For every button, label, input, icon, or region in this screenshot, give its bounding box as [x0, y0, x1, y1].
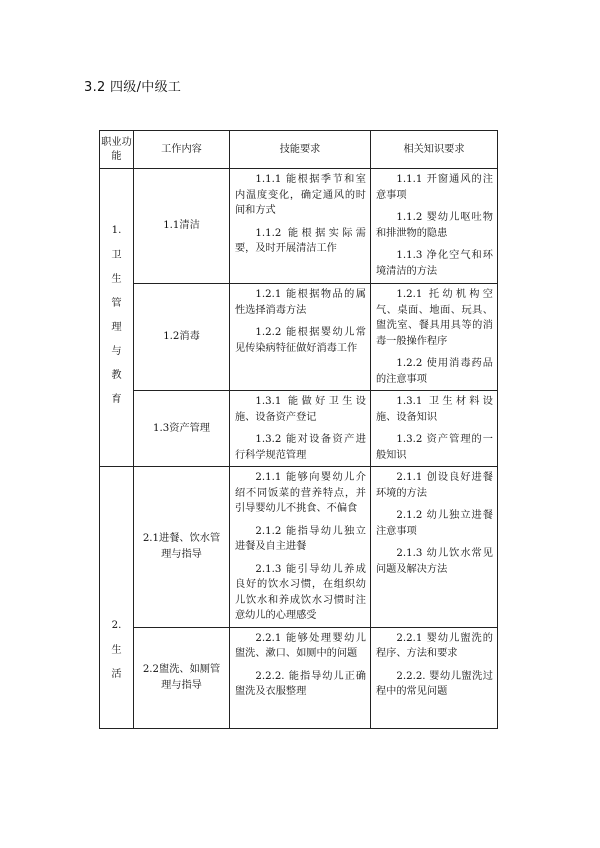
function-char: 育	[111, 394, 122, 406]
function-cell-1	[100, 169, 134, 467]
knowledge-cell	[371, 627, 498, 728]
knowledge-item: 2.2.1 婴幼儿盥洗的程序、方法和要求	[376, 632, 493, 659]
skills-cell	[230, 467, 371, 628]
knowledge-cell	[371, 391, 498, 467]
table-row	[100, 284, 498, 391]
work-content-cell: 2.2盥洗、如厕管理与指导	[134, 627, 230, 728]
knowledge-item: 1.3.2 资产管理的一般知识	[376, 434, 493, 461]
knowledge-item: 2.1.2 幼儿独立进餐注意事项	[376, 510, 493, 537]
skills-cell	[230, 169, 371, 284]
knowledge-item: 2.1.1 创设良好进餐环境的方法	[376, 472, 493, 499]
work-content-cell: 1.2消毒	[134, 284, 230, 391]
function-char: 卫	[111, 250, 122, 262]
knowledge-item: 2.1.3 幼儿饮水常见问题及解决方法	[376, 548, 493, 575]
knowledge-item: 1.2.1 托幼机构空气、桌面、地面、玩具、盥洗室、餐具用具等的消毒一般操作程序	[376, 289, 493, 347]
knowledge-cell	[371, 169, 498, 284]
header-skills: 技能要求	[230, 131, 371, 169]
work-content-cell: 1.1清洁	[134, 169, 230, 284]
table-row	[100, 467, 498, 628]
function-char: 生	[111, 274, 122, 286]
skill-item: 2.1.1 能够向婴幼儿介绍不同饭菜的营养特点，并引导婴幼儿不挑食、不偏食	[235, 472, 366, 514]
skill-item: 1.2.1 能根据物品的属性选择消毒方法	[235, 289, 366, 316]
knowledge-item: 2.2.2. 婴幼儿盥洗过程中的常见问题	[376, 670, 493, 697]
function-cell-2	[100, 467, 134, 729]
knowledge-item: 1.2.2 使用消毒药品的注意事项	[376, 358, 493, 385]
function-char: 与	[111, 346, 122, 358]
table-row	[100, 627, 498, 728]
knowledge-item: 1.3.1 卫生材料设施、设备知识	[376, 396, 493, 423]
knowledge-item: 1.1.3 净化空气和环境清洁的方法	[376, 250, 493, 277]
header-function: 职业功能	[100, 131, 134, 169]
skills-requirements-table	[99, 130, 498, 729]
knowledge-cell	[371, 467, 498, 628]
function-char: 理	[111, 322, 122, 334]
skill-item: 1.3.2 能对设备资产进行科学规范管理	[235, 434, 366, 461]
skills-cell	[230, 627, 371, 728]
work-content-cell: 1.3资产管理	[134, 391, 230, 467]
skill-item: 1.3.1 能做好卫生设施、设备资产登记	[235, 396, 366, 423]
knowledge-cell	[371, 284, 498, 391]
skills-cell	[230, 284, 371, 391]
skill-item: 1.1.1 能根据季节和室内温度变化，确定通风的时间和方式	[235, 174, 366, 216]
header-content: 工作内容	[134, 131, 230, 169]
function-char: 活	[111, 669, 122, 680]
function-char: 教	[111, 370, 122, 382]
skills-cell	[230, 391, 371, 467]
skill-item: 1.1.2 能根据实际需要，及时开展清洁工作	[235, 227, 366, 254]
skill-item: 2.2.2. 能指导幼儿正确盥洗及衣服整理	[235, 670, 366, 697]
function-number: 2.	[111, 619, 122, 631]
knowledge-item: 1.1.2 婴幼儿呕吐物和排泄物的隐患	[376, 212, 493, 239]
table-header-row	[100, 131, 498, 169]
function-number: 1.	[111, 224, 122, 236]
header-knowledge: 相关知识要求	[371, 131, 498, 169]
skill-item: 2.1.2 能指导幼儿独立进餐及自主进餐	[235, 525, 366, 552]
function-char: 管	[111, 298, 122, 310]
table-row	[100, 169, 498, 284]
skill-item: 2.1.3 能引导幼儿养成良好的饮水习惯，在组织幼儿饮水和养成饮水习惯时注意幼儿的心理感受	[235, 563, 366, 621]
skill-item: 1.2.2 能根据婴幼儿常见传染病特征做好消毒工作	[235, 327, 366, 354]
section-heading: 3.2 四级/中级工	[84, 80, 182, 95]
work-content-cell: 2.1进餐、饮水管理与指导	[134, 467, 230, 628]
knowledge-item: 1.1.1 开窗通风的注意事项	[376, 174, 493, 201]
function-char: 生	[111, 645, 122, 656]
skill-item: 2.2.1 能够处理婴幼儿盥洗、漱口、如厕中的问题	[235, 632, 366, 659]
table-row	[100, 391, 498, 467]
